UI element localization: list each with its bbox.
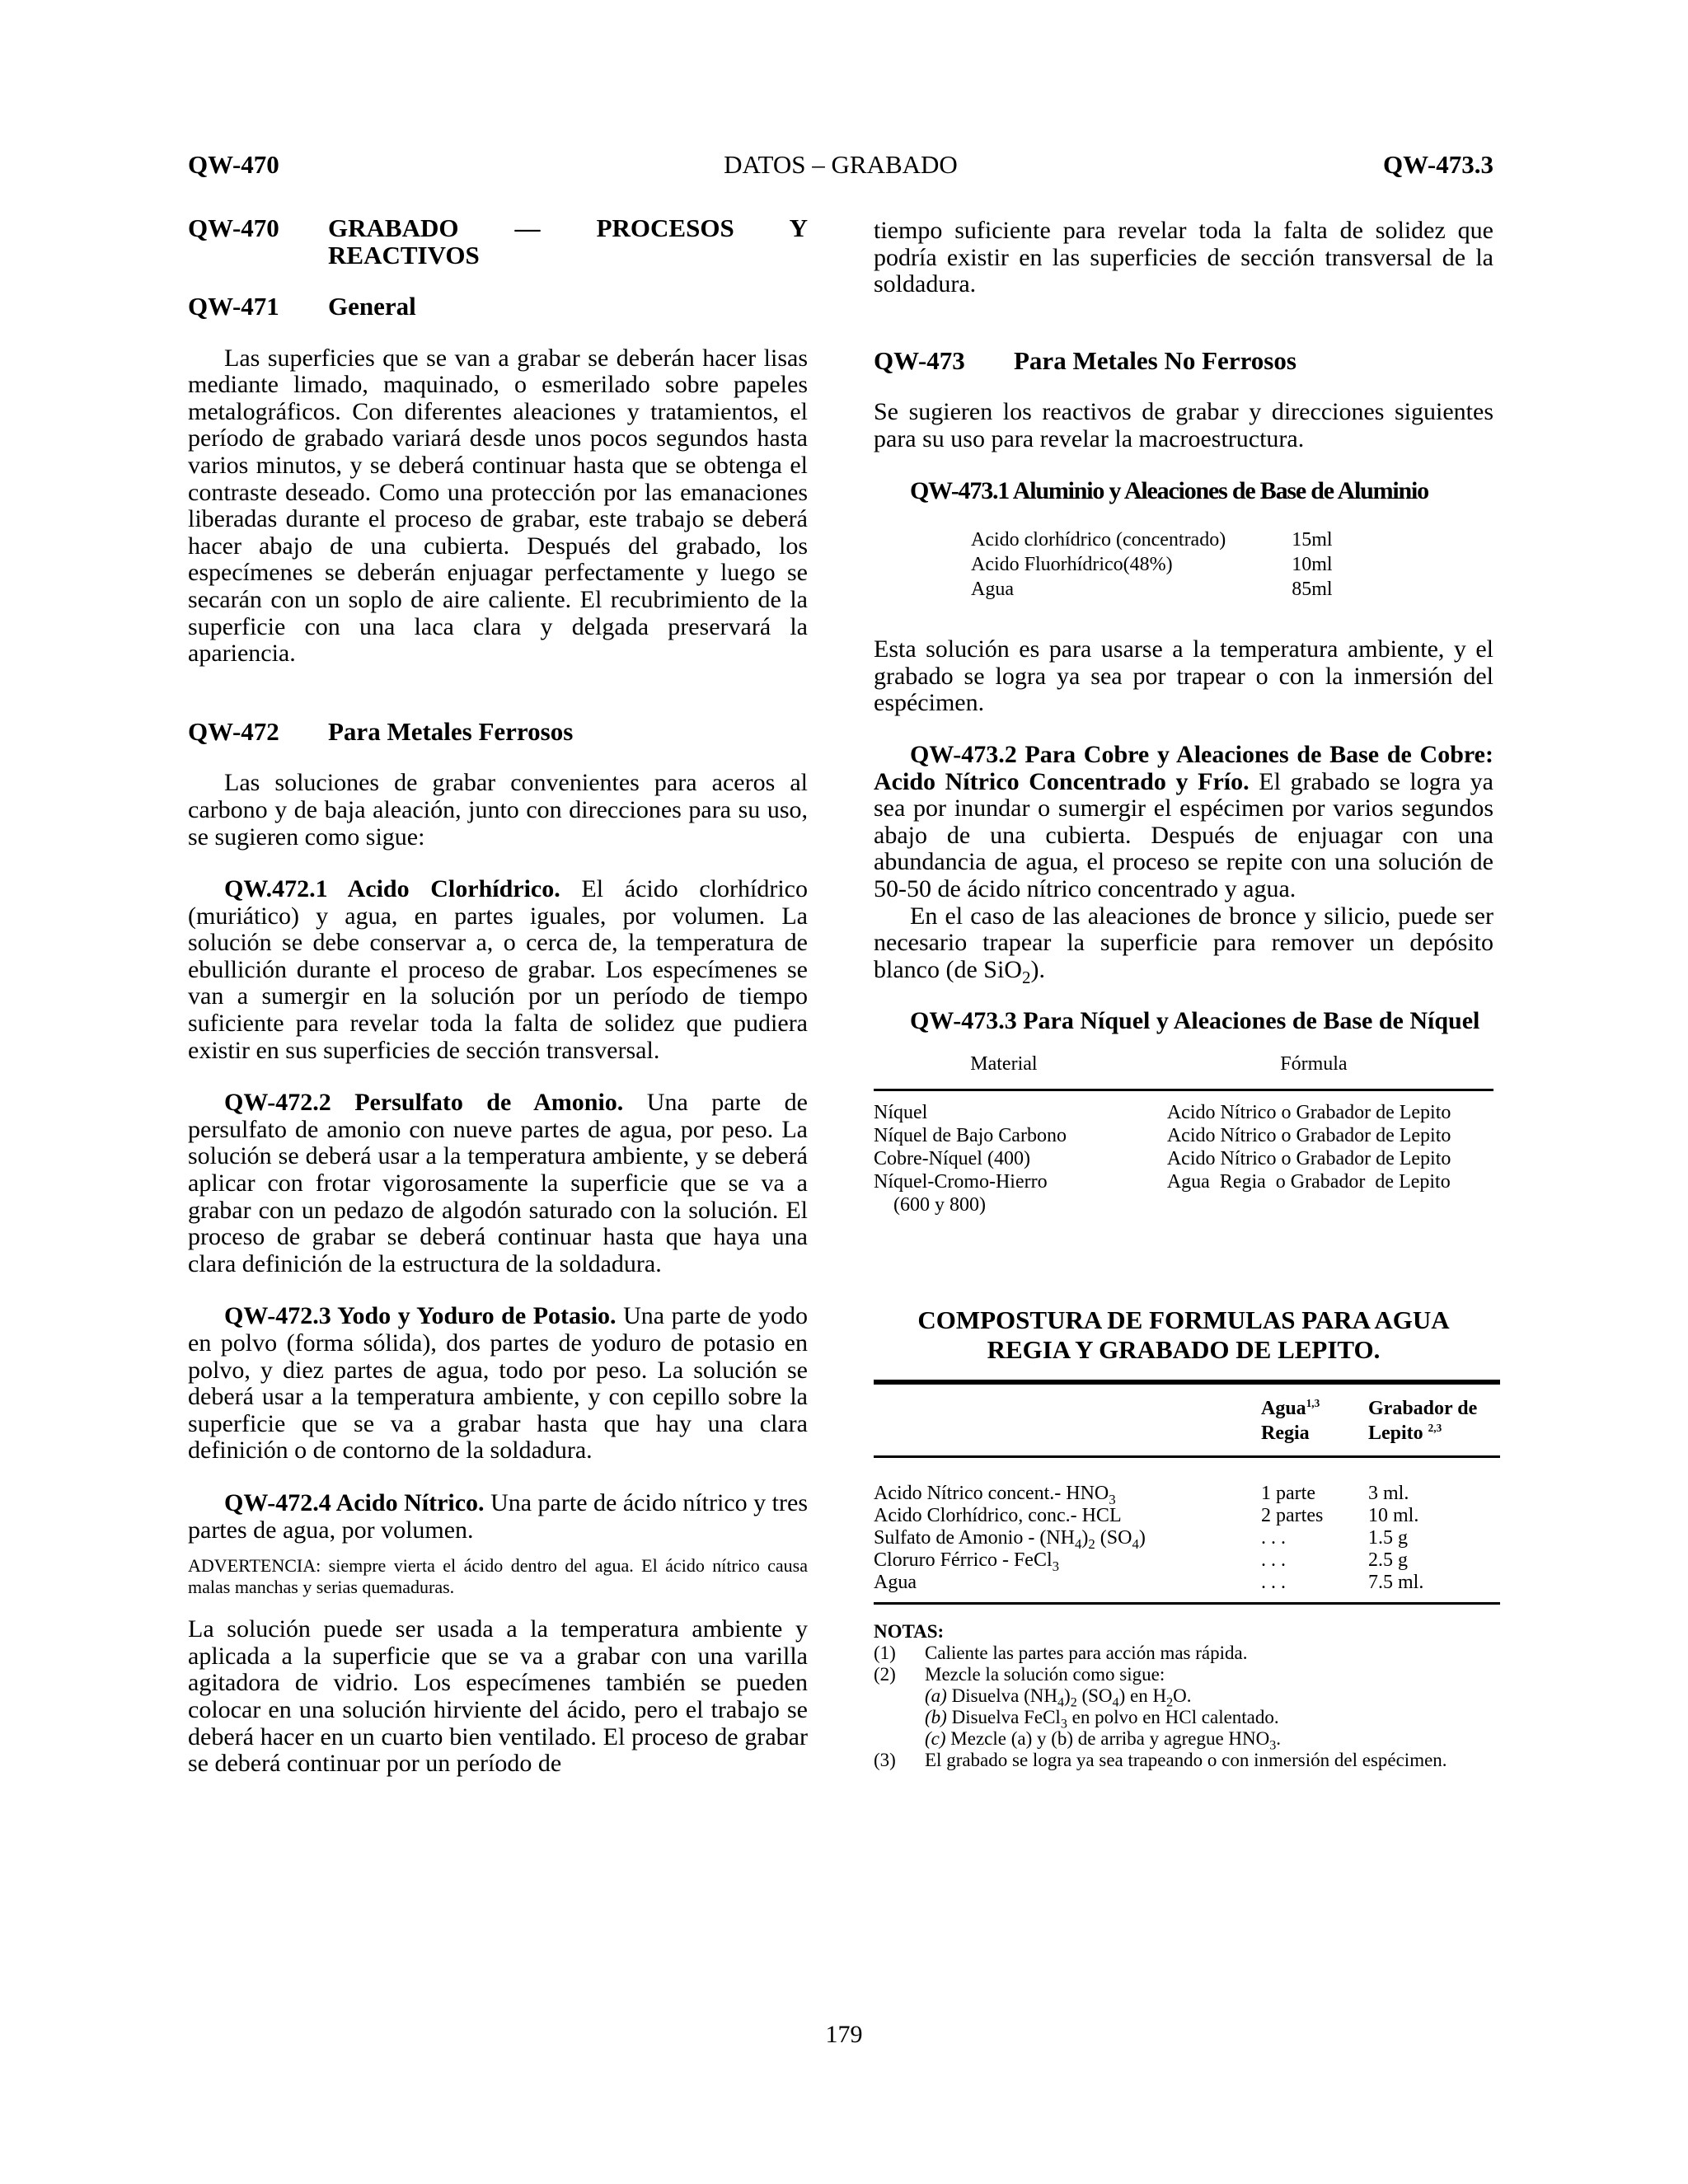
table-row bbox=[874, 1170, 1493, 1193]
component-name: Agua bbox=[874, 1571, 917, 1593]
subsection-body: El ácido clorhídrico (muriático) y agua, en partes iguales, por volumen. La solución se debe conservar a, o cerca de, la temperatura de ebullición durante el proceso de grabar. Los especímenes se van a sumergir en la solución por un período de tiempo suficiente para revelar toda la falta de solidez que pudiera existir en sus superficies de sección transversal. bbox=[188, 875, 808, 1064]
paragraph-qw472-1 bbox=[188, 876, 808, 1064]
header-right: QW-473.3 bbox=[1382, 150, 1493, 179]
lepito-cell: 3 ml. bbox=[1368, 1482, 1409, 1504]
right-column bbox=[874, 214, 1493, 1771]
paragraph-aluminum-usage: Esta solución es para usarse a la temperatura ambiente, y el grabado se logra ya sea por trapear o con la inmersión del espécimen. bbox=[874, 635, 1493, 717]
formula-cell: Acido Nítrico o Grabador de Lepito bbox=[1166, 1101, 1451, 1123]
table-row bbox=[874, 1124, 1493, 1147]
formula-cell: Agua Regia o Grabador de Lepito bbox=[1166, 1170, 1451, 1193]
note-subitem: (c) Mezcle (a) y (b) de arriba y agregue $HNO_3$. bbox=[925, 1727, 1282, 1753]
lepito-cell: 7.5 ml. bbox=[1368, 1571, 1424, 1593]
paragraph-ferrous-intro: Las soluciones de grabar convenientes para aceros al carbono y de baja aleación, junto con direcciones para su uso, se sugieren como sigue: bbox=[188, 769, 808, 851]
table-row bbox=[874, 1505, 1500, 1527]
component-name: Cloruro Férrico - FeCl$_3$ bbox=[874, 1549, 1060, 1574]
material-cell: Níquel de Bajo Carbono bbox=[874, 1124, 1067, 1146]
table-row bbox=[874, 1527, 1500, 1549]
table-header-row bbox=[874, 1052, 1493, 1090]
reagent-qty: 15ml bbox=[1292, 529, 1333, 551]
section-title: GRABADO — PROCESOS Y REACTIVOS bbox=[328, 213, 808, 269]
lepito-cell: 10 ml. bbox=[1368, 1504, 1419, 1526]
nickel-material-table bbox=[874, 1052, 1493, 1216]
component-name: Acido Clorhídrico, conc.- HCL bbox=[874, 1504, 1122, 1526]
table-row bbox=[874, 1456, 1500, 1505]
composition-table bbox=[874, 1380, 1500, 1605]
lepito-cell: 2.5 g bbox=[1368, 1549, 1408, 1571]
subsection-heading: QW.472.1 Acido Clorhídrico. bbox=[224, 875, 560, 903]
agua-regia-cell: 2 partes bbox=[1261, 1504, 1324, 1526]
table-row bbox=[874, 1193, 1493, 1216]
paragraph-nonferrous-intro: Se sugieren los reactivos de grabar y direcciones siguientes para su uso para revelar la macroestructura. bbox=[874, 398, 1493, 452]
section-title: Para Metales No Ferrosos bbox=[1014, 345, 1296, 375]
section-title: Para Metales Ferrosos bbox=[328, 716, 574, 746]
note-item: (3) El grabado se logra ya sea trapeando o con inmersión del espécimen. bbox=[874, 1749, 1447, 1770]
section-heading-qw470 bbox=[188, 214, 808, 269]
notes-block bbox=[874, 1621, 1493, 1771]
note-subitem: (a) Disuelva $(NH_4)_2$ $(SO_4)$ en $H_2O$. bbox=[925, 1685, 1192, 1710]
subsection-body: Una parte de persulfato de amonio con nueve partes de agua, por peso. La solución se deberá usar a la temperatura ambiente, y se deberá aplicar con frotar vigorosamente la superficie que se va a grabar con un pedazo de algodón saturado con la solución. El proceso de grabar se deberá continuar hasta que haya una clara definición de la estructura de la soldadura. bbox=[188, 1089, 808, 1277]
table-row bbox=[971, 577, 1333, 602]
header-center: DATOS – GRABADO bbox=[724, 150, 958, 179]
subsection-body: Una parte de yodo en polvo (forma sólida), dos partes de yoduro de potasio en polvo, y diez partes de agua, todo por peso. La solución se deberá usar a la temperatura ambiente, y con cepillo sobre la superficie que se va a grabar hasta que hay una clara definición o de contorno de la soldadura. bbox=[188, 1302, 808, 1465]
reagent-name: Acido Fluorhídrico(48%) bbox=[971, 554, 1173, 576]
column-header-agua-regia: Agua$^{1,3}$ Regia bbox=[1261, 1396, 1320, 1444]
table-header-row bbox=[874, 1396, 1500, 1446]
subsection-body: El grabado se logra ya sea por inundar o sumergir el espécimen por varios segundos abajo de una cubierta. Después de enjuagar con una abundancia de agua, el proceso se repite con una solución de 50-50 de ácido nítrico concentrado y agua. bbox=[874, 767, 1493, 902]
notes-title: NOTAS: bbox=[874, 1620, 945, 1642]
table-row bbox=[971, 527, 1333, 552]
composition-table-title: COMPOSTURA DE FORMULAS PARA AGUA REGIA Y GRABADO DE LEPITO. bbox=[917, 1305, 1450, 1364]
material-cell: Níquel bbox=[874, 1101, 928, 1123]
column-header-grabador-lepito: Grabador de Lepito $^{2,3}$ bbox=[1368, 1397, 1478, 1444]
aluminum-reagent-table bbox=[971, 527, 1333, 602]
agua-regia-cell: . . . bbox=[1261, 1571, 1286, 1593]
material-cell: (600 y 800) bbox=[874, 1193, 986, 1216]
subsection-heading-qw473-3: QW-473.3 Para Níquel y Aleaciones de Base de Níquel bbox=[910, 1007, 1480, 1035]
section-number: QW-472 bbox=[188, 716, 279, 746]
subsection-heading: QW-473.2 Para Cobre y Aleaciones de Base de Cobre: Acido Nítrico Concentrado y Frío. bbox=[874, 740, 1493, 795]
agua-regia-cell: 1 parte bbox=[1261, 1482, 1315, 1504]
subsection-heading: QW-472.3 Yodo y Yoduro de Potasio. bbox=[224, 1302, 617, 1330]
reagent-qty: 85ml bbox=[1292, 579, 1333, 601]
warning-note: ADVERTENCIA: siempre vierta el ácido dentro del agua. El ácido nítrico causa malas manchas y serias quemaduras. bbox=[188, 1555, 808, 1598]
note-item: (1) Caliente las partes para acción mas rápida. bbox=[874, 1642, 1248, 1663]
header-left: QW-470 bbox=[188, 150, 279, 179]
running-header bbox=[188, 147, 1493, 183]
paragraph-qw472-4 bbox=[188, 1490, 808, 1544]
paragraph-bronze-silicon: En el caso de las aleaciones de bronce y silicio, puede ser necesario trapear la superficie para remover un depósito blanco (de SiO$_2$). bbox=[874, 902, 1493, 987]
subsection-body: Una parte de ácido nítrico y tres partes de agua, por volumen. bbox=[188, 1488, 808, 1544]
left-column bbox=[188, 214, 808, 1778]
subsection-heading: QW-472.4 Acido Nítrico. bbox=[224, 1488, 485, 1516]
formula-cell: Acido Nítrico o Grabador de Lepito bbox=[1166, 1147, 1451, 1169]
component-name: Acido Nítrico concent.- $HNO_3$ bbox=[874, 1482, 1116, 1507]
paragraph-qw472-2 bbox=[188, 1090, 808, 1277]
reagent-name: Agua bbox=[971, 579, 1014, 601]
paragraph-qw473-2 bbox=[874, 742, 1493, 903]
material-cell: Níquel-Cromo-Hierro bbox=[874, 1170, 1048, 1193]
section-heading-qw472 bbox=[188, 716, 808, 746]
section-number: QW-470 bbox=[188, 213, 279, 242]
table-row bbox=[971, 552, 1333, 577]
reagent-qty: 10ml bbox=[1292, 554, 1333, 576]
section-number: QW-471 bbox=[188, 292, 279, 321]
page-number: 179 bbox=[825, 2021, 863, 2048]
paragraph-continuation: tiempo suficiente para revelar toda la falta de solidez que podría existir en las superficies de sección transversal de la soldadura. bbox=[874, 217, 1493, 298]
paragraph-qw472-3 bbox=[188, 1303, 808, 1465]
section-number: QW-473 bbox=[874, 345, 965, 375]
component-name: Sulfato de Amonio - $(NH_4)_2$ $(SO_4)$ bbox=[874, 1526, 1146, 1552]
reagent-name: Acido clorhídrico (concentrado) bbox=[971, 529, 1226, 551]
paragraph-nitric-usage: La solución puede ser usada a la temperatura ambiente y aplicada a la superficie que se va a grabar con una varilla agitadora de vidrio. Los especímenes también se pueden colocar en una solución hirviente del ácido, pero el trabajo se deberá hacer en un cuarto bien ventilado. El proceso de grabar se deberá continuar por un período de bbox=[188, 1615, 808, 1778]
column-header-material: Material bbox=[874, 1052, 1134, 1090]
agua-regia-cell: . . . bbox=[1261, 1549, 1286, 1571]
subsection-heading: QW-472.2 Persulfato de Amonio. bbox=[224, 1089, 624, 1117]
formula-cell bbox=[1134, 1193, 1493, 1216]
column-header-formula: Fórmula bbox=[1134, 1052, 1493, 1090]
agua-regia-cell: . . . bbox=[1261, 1526, 1286, 1549]
table-row bbox=[874, 1549, 1500, 1572]
table-row bbox=[874, 1572, 1500, 1594]
table-row bbox=[874, 1101, 1493, 1124]
note-subitem: (b) Disuelva FeCl$_3$ en polvo en HCl calentado. bbox=[925, 1706, 1279, 1732]
subsection-heading-qw473-1: QW-473.1 Aluminio y Aleaciones de Base de Aluminio bbox=[910, 476, 1428, 504]
section-heading-qw471 bbox=[188, 293, 808, 321]
material-cell: Cobre-Níquel (400) bbox=[874, 1147, 1030, 1169]
paragraph-general: Las superficies que se van a grabar se deberán hacer lisas mediante limado, maquinado, o esmerilado sobre papeles metalográficos. Con diferentes aleaciones y tratamientos, el período de grabado variará desde unos pocos segundos hasta varios minutos, y se deberá continuar hasta que se obtenga el contraste deseado. Como una protección por las emanaciones liberadas durante el proceso de grabar, este trabajo se deberá hacer abajo de una cubierta. Después del grabado, los especímenes se deberán enjuagar perfectamente y luego se secarán con un soplo de aire caliente. El recubrimiento de la superficie con una laca clara y delgada preservará la apariencia. bbox=[188, 344, 808, 668]
section-heading-qw473 bbox=[874, 345, 1493, 375]
note-item: (2) Mezcle la solución como sigue: bbox=[874, 1663, 1165, 1685]
lepito-cell: 1.5 g bbox=[1368, 1526, 1408, 1549]
table-row bbox=[874, 1147, 1493, 1170]
formula-cell: Acido Nítrico o Grabador de Lepito bbox=[1166, 1124, 1451, 1146]
section-title: General bbox=[328, 292, 416, 321]
